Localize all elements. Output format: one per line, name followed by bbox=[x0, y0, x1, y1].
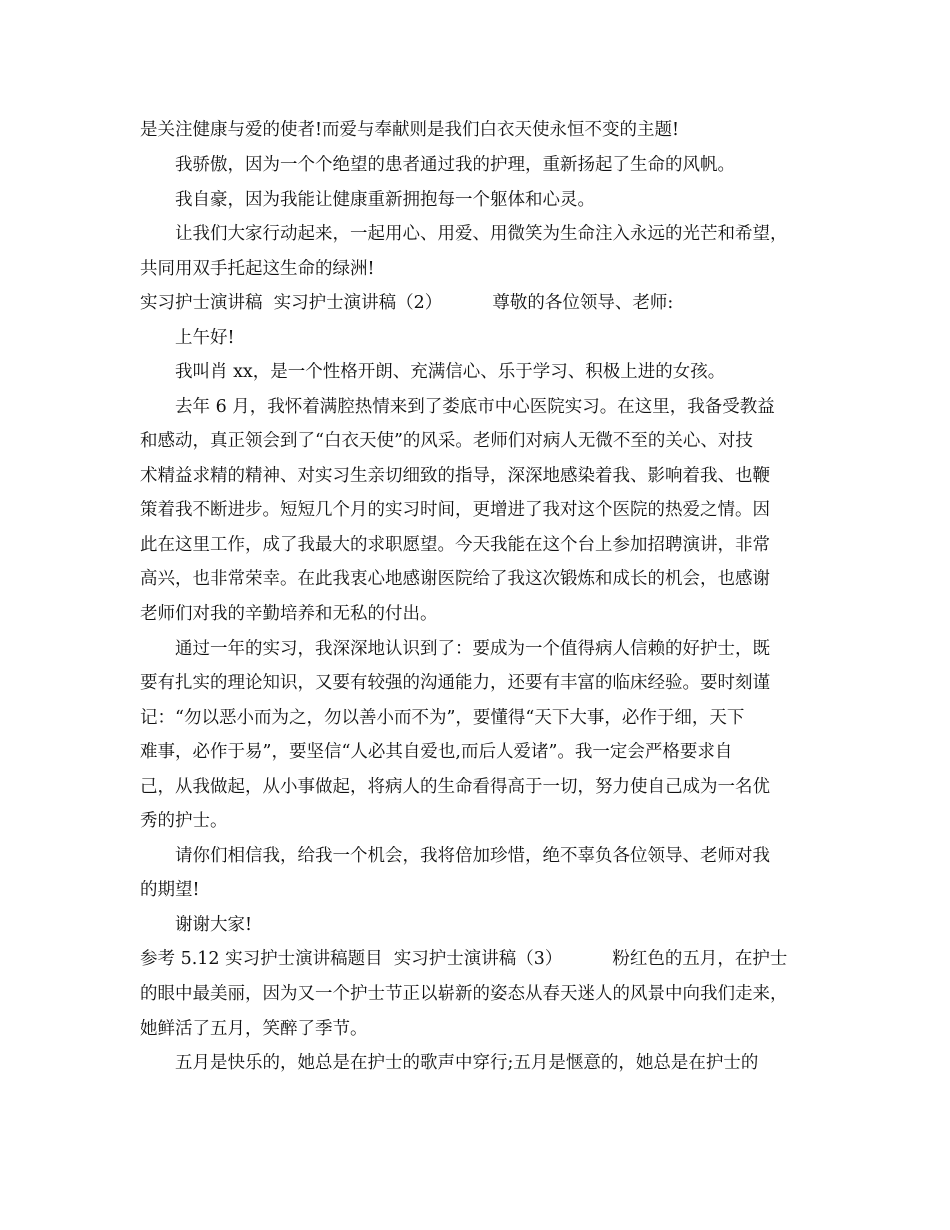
text-line: 谢谢大家! bbox=[175, 915, 253, 935]
text-line: 的期望! bbox=[140, 880, 200, 900]
text-line: 高兴，也非常荣幸。在此我衷心地感谢医院给了我这次锻炼和成长的机会，也感谢 bbox=[140, 569, 770, 589]
text-line: 我叫肖 xx，是一个性格开朗、充满信心、乐于学习、积极上进的女孩。 bbox=[175, 362, 726, 382]
text-line: 是关注健康与爱的使者!而爱与奉献则是我们白衣天使永恒不变的主题! bbox=[140, 120, 680, 140]
text-line: 此在这里工作，成了我最大的求职愿望。今天我能在这个台上参加招聘演讲，非常 bbox=[140, 535, 770, 555]
text-line: 记：“勿以恶小而为之，勿以善小而不为”，要懂得“天下大事，必作于细，天下 bbox=[140, 708, 745, 728]
text-line: 我骄傲，因为一个个绝望的患者通过我的护理，重新扬起了生命的风帆。 bbox=[175, 155, 735, 175]
text-line: 术精益求精的精神、对实习生亲切细致的指导，深深地感染着我、影响着我、也鞭 bbox=[140, 466, 770, 486]
text-line: 秀的护士。 bbox=[140, 811, 228, 831]
text-line: 我自豪，因为我能让健康重新拥抱每一个躯体和心灵。 bbox=[175, 190, 595, 210]
text-line: 老师们对我的辛勤培养和无私的付出。 bbox=[140, 604, 438, 624]
text-line: 要有扎实的理论知识，又要有较强的沟通能力，还要有丰富的临床经验。要时刻谨 bbox=[140, 673, 770, 693]
text-line: 共同用双手托起这生命的绿洲! bbox=[140, 259, 375, 279]
text-line: 请你们相信我，给我一个机会，我将倍加珍惜，绝不辜负各位领导、老师对我 bbox=[175, 846, 770, 866]
text-line: 难事，必作于易”，要坚信“人必其自爱也,而后人爱诸”。我一定会严格要求自 bbox=[140, 742, 733, 762]
text-line: 她鲜活了五月，笑醉了季节。 bbox=[140, 1019, 368, 1039]
text-line: 五月是快乐的，她总是在护士的歌声中穿行;五月是惬意的，她总是在护士的 bbox=[175, 1053, 759, 1073]
text-line: 的眼中最美丽，因为又一个护士节正以崭新的姿态从春天迷人的风景中向我们走来， bbox=[140, 984, 788, 1004]
section-heading-line: 参考 5.12 实习护士演讲稿题目 实习护士演讲稿（3） 粉红色的五月，在护士 bbox=[140, 949, 788, 969]
text-line: 上午好! bbox=[175, 328, 235, 348]
text-line: 和感动，真正领会到了“白衣天使”的风采。老师们对病人无微不至的关心、对技 bbox=[140, 431, 753, 451]
text-line: 通过一年的实习，我深深地认识到了：要成为一个值得病人信赖的好护士，既 bbox=[175, 639, 770, 659]
text-line: 策着我不断进步。短短几个月的实习时间，更增进了我对这个医院的热爱之情。因 bbox=[140, 500, 770, 520]
text-line: 让我们大家行动起来，一起用心、用爱、用微笑为生命注入永远的光芒和希望， bbox=[175, 224, 788, 244]
section-heading-line: 实习护士演讲稿 实习护士演讲稿（2） 尊敬的各位领导、老师: bbox=[140, 293, 674, 313]
text-line: 己，从我做起，从小事做起，将病人的生命看得高于一切，努力使自己成为一名优 bbox=[140, 777, 770, 797]
text-line: 去年 6 月，我怀着满腔热情来到了娄底市中心医院实习。在这里，我备受教益 bbox=[175, 397, 775, 417]
